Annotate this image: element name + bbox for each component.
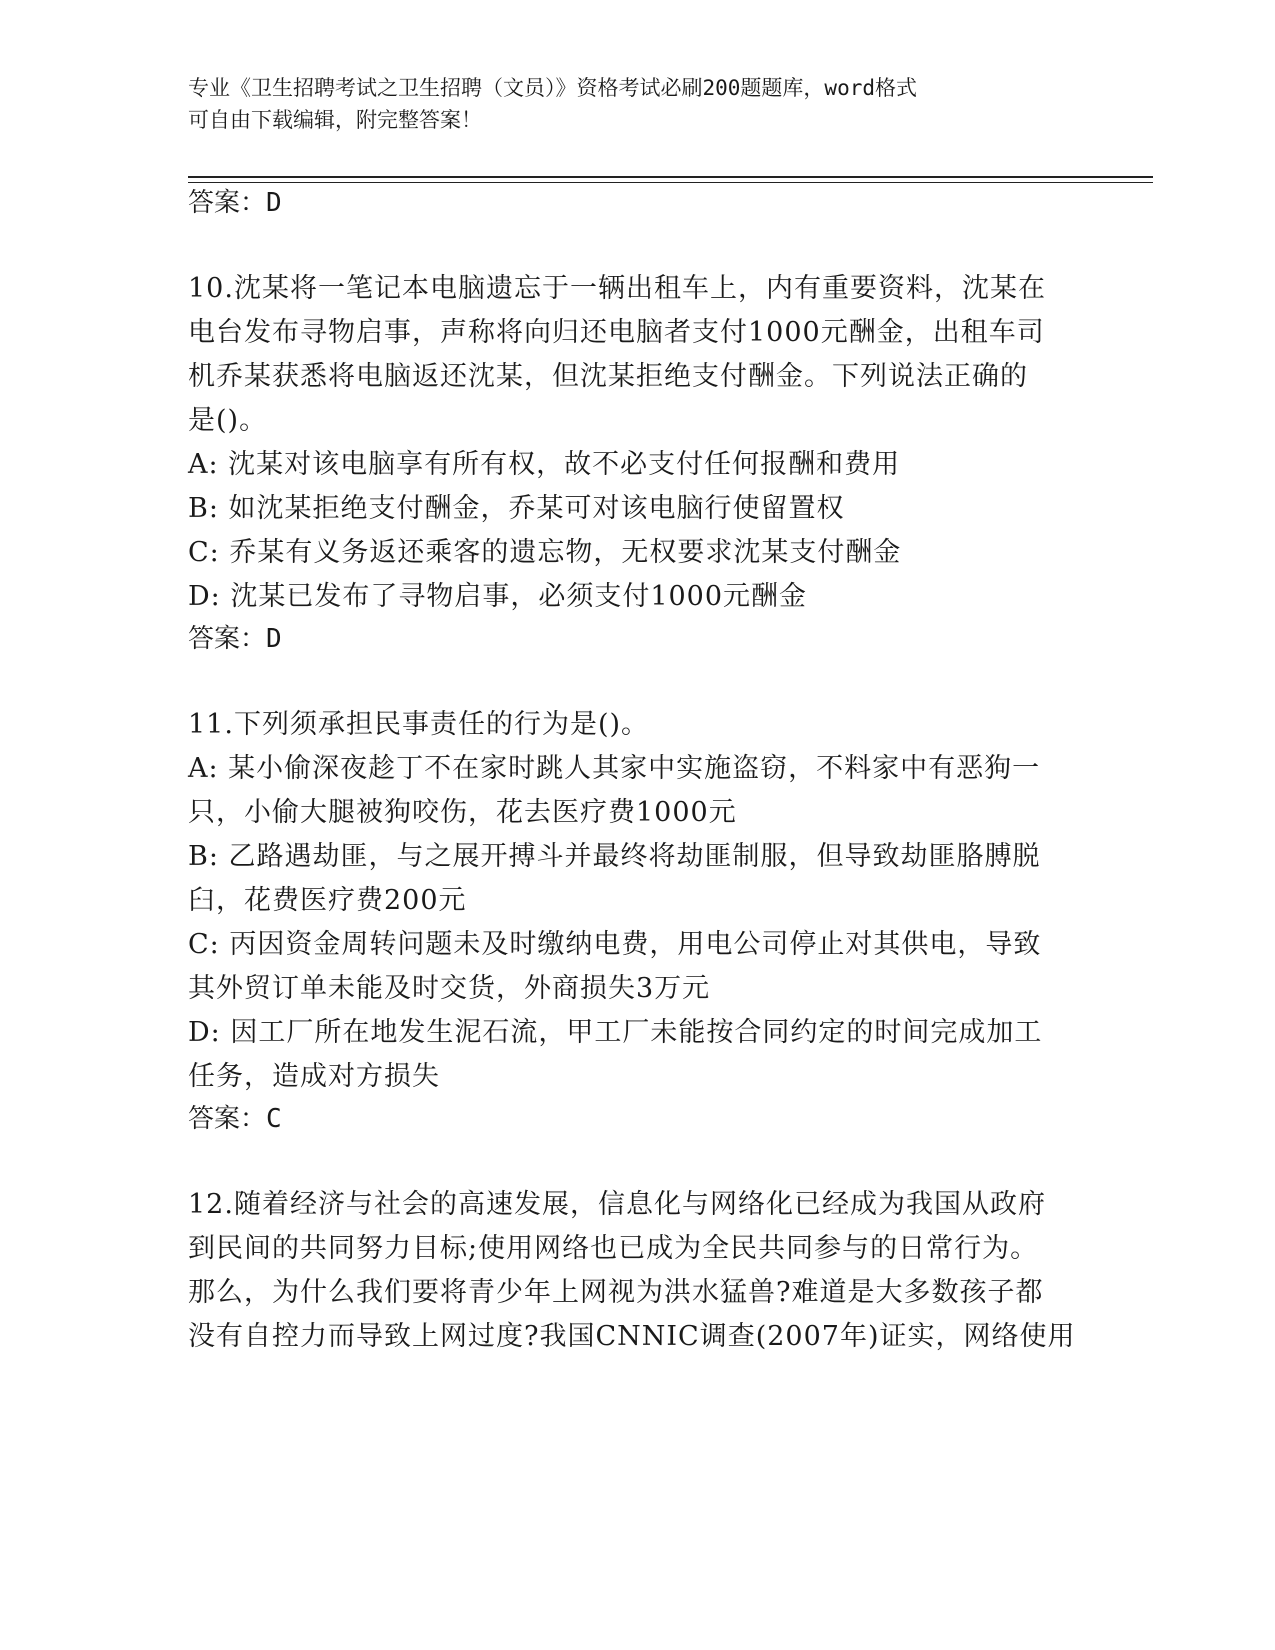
document-header <box>188 72 1068 136</box>
q10-stem-line-1: 10.沈某将一笔记本电脑遗忘于一辆出租车上，内有重要资料，沈某在 <box>188 273 1046 304</box>
q12-line-2: 到民间的共同努力目标;使用网络也已成为全民共同参与的日常行为。 <box>188 1233 1039 1264</box>
q10-option-d: D: 沈某已发布了寻物启事，必须支付1000元酬金 <box>188 581 808 612</box>
answer-9: 答案：D <box>188 188 282 218</box>
q11-line-7: 其外贸订单未能及时交货，外商损失3万元 <box>188 973 711 1004</box>
header-line-1: 专业《卫生招聘考试之卫生招聘（文员）》资格考试必刷200题题库，word格式 <box>188 76 917 100</box>
q11-line-2: A: 某小偷深夜趁丁不在家时跳人其家中实施盗窃，不料家中有恶狗一 <box>188 753 1041 784</box>
header-line-2: 可自由下载编辑，附完整答案！ <box>188 108 482 132</box>
q11-line-4: B: 乙路遇劫匪，与之展开搏斗并最终将劫匪制服，但导致劫匪胳膊脱 <box>188 841 1041 872</box>
q11-line-5: 臼，花费医疗费200元 <box>188 885 467 916</box>
q11-line-1: 11.下列须承担民事责任的行为是()。 <box>188 709 650 740</box>
q10-option-b: B: 如沈某拒绝支付酬金，乔某可对该电脑行使留置权 <box>188 493 845 524</box>
q10-stem-line-3: 机乔某获悉将电脑返还沈某，但沈某拒绝支付酬金。下列说法正确的 <box>188 361 1028 392</box>
q10-stem-line-4: 是()。 <box>188 405 268 436</box>
header-divider-thick <box>188 176 1153 178</box>
q11-line-3: 只，小偷大腿被狗咬伤，花去医疗费1000元 <box>188 797 737 828</box>
q11-line-8: D: 因工厂所在地发生泥石流，甲工厂未能按合同约定的时间完成加工 <box>188 1017 1043 1048</box>
q10-option-c: C: 乔某有义务返还乘客的遗忘物，无权要求沈某支付酬金 <box>188 537 902 568</box>
q11-answer: 答案：C <box>188 1104 282 1134</box>
q10-answer: 答案：D <box>188 624 282 654</box>
q10-option-a: A: 沈某对该电脑享有所有权，故不必支付任何报酬和费用 <box>188 449 901 480</box>
q11-line-9: 任务，造成对方损失 <box>188 1061 440 1092</box>
q11-line-6: C: 丙因资金周转问题未及时缴纳电费，用电公司停止对其供电，导致 <box>188 929 1042 960</box>
header-divider-thin <box>188 182 1153 183</box>
q12-line-3: 那么，为什么我们要将青少年上网视为洪水猛兽?难道是大多数孩子都 <box>188 1277 1044 1308</box>
q12-line-4: 没有自控力而导致上网过度?我国CNNIC调查(2007年)证实，网络使用 <box>188 1321 1076 1352</box>
q12-line-1: 12.随着经济与社会的高速发展，信息化与网络化已经成为我国从政府 <box>188 1189 1046 1220</box>
q10-stem-line-2: 电台发布寻物启事，声称将向归还电脑者支付1000元酬金，出租车司 <box>188 317 1045 348</box>
